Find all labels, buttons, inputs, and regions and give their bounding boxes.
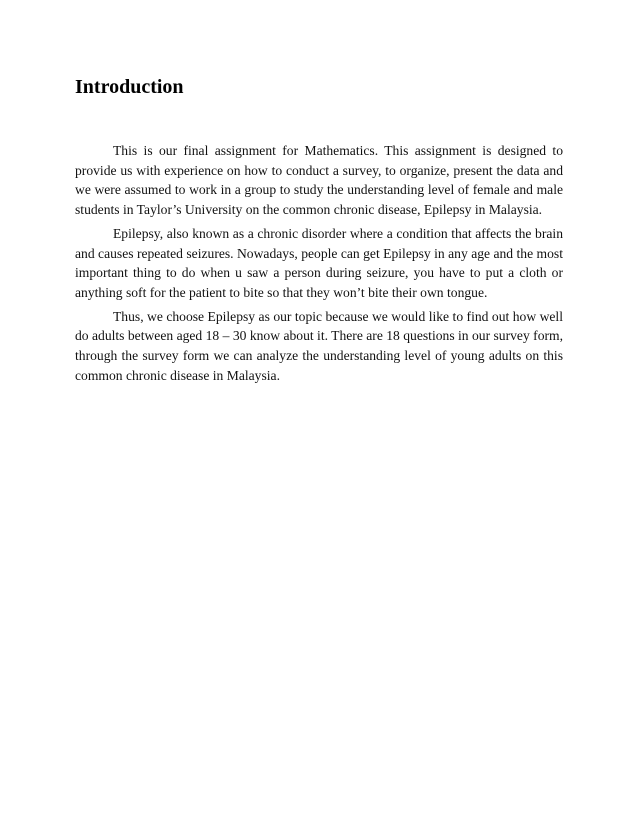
section-heading: Introduction <box>75 76 184 98</box>
paragraph-epilepsy: Epilepsy, also known as a chronic disorder where a condition that affects the brain and causes repeated seizures. Nowadays, people can get Epilepsy in any age and the most important thing to do when u saw a person during seizure, you have to put a cloth or anything soft for the patient to bite so that they won’t bite their own tongue. <box>75 225 563 300</box>
paragraph-assignment: This is our final assignment for Mathematics. This assignment is designed to provide us with experience on how to conduct a survey, to organize, present the data and we were assumed to work in a group to study the understanding level of female and male students in Taylor’s University on the common chronic disease, Epilepsy in Malaysia. <box>75 143 563 218</box>
body-text <box>75 141 563 389</box>
paragraph-topic: Thus, we choose Epilepsy as our topic because we would like to find out how well do adults between aged 18 – 30 know about it. There are 18 questions in our survey form, through the survey form we can analyze the understanding level of young adults on this common chronic disease in Malaysia. <box>75 308 563 383</box>
